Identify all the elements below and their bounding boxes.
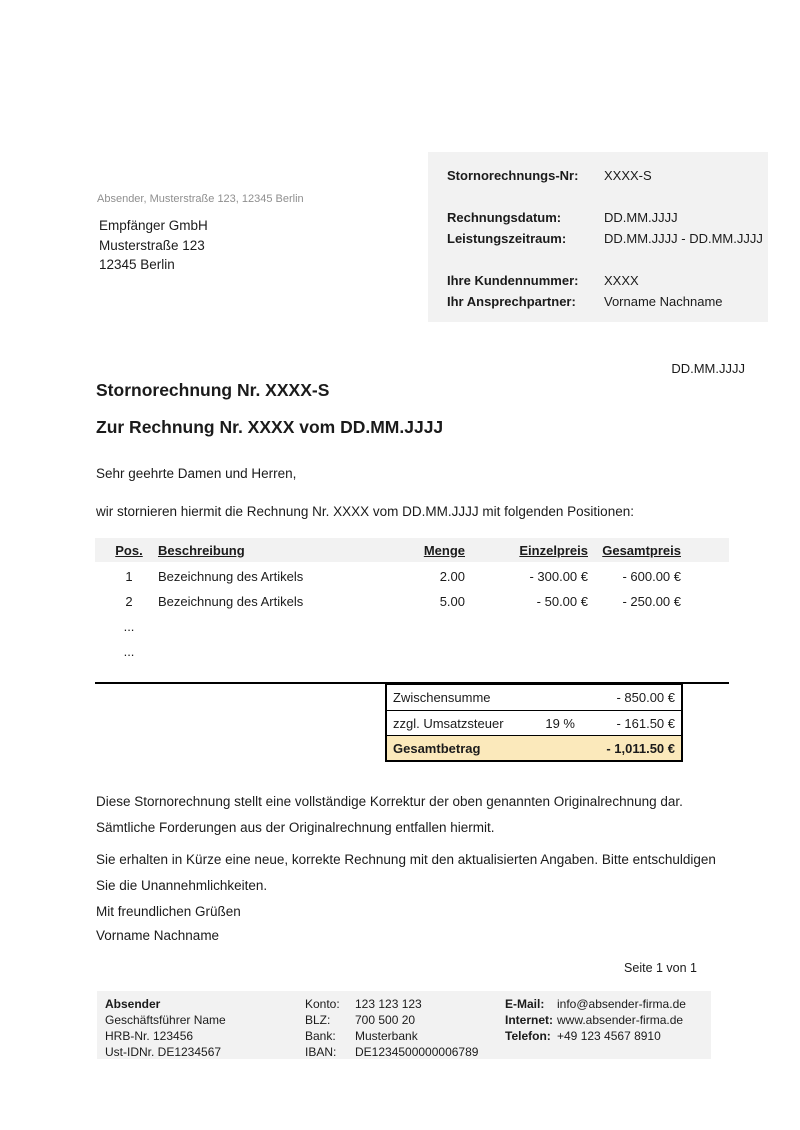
footer-hrb-number: HRB-Nr. 123456 [105,1029,194,1043]
table-row [95,567,729,585]
footer-email-value: info@absender-firma.de [557,997,686,1011]
footer-contact-line [505,1028,711,1044]
cell-unit-price: - 300.00 € [529,568,588,584]
totals-row-grand-total [387,735,681,760]
meta-row-invoice-number [447,165,768,186]
recipient-city: 12345 Berlin [99,257,175,272]
meta-value: XXXX-S [604,168,652,183]
meta-label: Stornorechnungs-Nr: [447,168,579,183]
col-header-description: Beschreibung [158,542,245,558]
footer-company-column [105,996,305,1059]
cell-pos: ... [123,618,135,634]
page-title: Stornorechnung Nr. XXXX-S [96,380,330,400]
footer-contact-label: Telefon: [505,1029,551,1043]
meta-value: Vorname Nachname [604,294,723,309]
totals-row-vat [387,710,681,735]
totals-row-subtotal [387,685,681,710]
cell-quantity: 2.00 [439,568,465,584]
salutation: Sehr geehrte Damen und Herren, [96,466,297,481]
meta-label: Leistungszeitraum: [447,231,567,246]
closing-block [96,900,241,947]
col-header-unit-price: Einzelpreis [519,542,588,558]
totals-value: - 1,011.50 € [606,740,675,756]
meta-row-invoice-date [447,207,768,228]
footer-bank-value: Musterbank [355,1029,418,1043]
signature-name: Vorname Nachname [96,927,220,943]
meta-label: Ihre Kundennummer: [447,273,579,288]
totals-vat-rate: 19 % [545,715,575,731]
footer-website-value: www.absender-firma.de [557,1013,684,1027]
totals-label: zzgl. Umsatzsteuer [393,715,504,731]
totals-value: - 850.00 € [616,690,675,705]
table-header-row [95,538,729,562]
recipient-address [99,216,208,275]
footer-bank-value: DE1234500000006789 [355,1045,479,1059]
footer-managing-director: Geschäftsführer Name [105,1013,226,1027]
footer-bank-line [305,1012,505,1028]
cell-description: Bezeichnung des Artikels [158,593,304,609]
cell-description: Bezeichnung des Artikels [158,568,304,584]
footer-bank-value: 123 123 123 [355,997,422,1011]
invoice-meta-panel [428,152,768,322]
cell-total-price: - 600.00 € [622,568,681,584]
footer-contact-label: Internet: [505,1013,553,1027]
page-subtitle: Zur Rechnung Nr. XXXX vom DD.MM.JJJJ [96,417,444,437]
footer-bank-label: Bank: [305,1029,336,1043]
cell-pos: ... [123,643,135,659]
apology-paragraph: Sie erhalten in Kürze eine neue, korrekte Rechnung mit den aktualisierten Angaben. Bitte entschuldigen Sie die Unannehmlichkeiten. [96,852,716,893]
totals-label: Zwischensumme [393,690,491,705]
page-number: Seite 1 von 1 [624,961,697,975]
col-header-total-price: Gesamtpreis [602,542,681,558]
meta-label: Ihr Ansprechpartner: [447,294,576,309]
footer-bank-label: Konto: [305,997,340,1011]
footer-bank-value: 700 500 20 [355,1013,416,1027]
footer-bank-column [305,996,505,1059]
meta-row-contact-person [447,291,768,312]
meta-row-service-period [447,228,768,249]
meta-label: Rechnungsdatum: [447,210,562,225]
footer-bank-line [305,1028,505,1044]
cell-total-price: - 250.00 € [622,593,681,609]
footer-contact-column [505,996,711,1059]
meta-value: XXXX [604,273,639,288]
correction-paragraph: Diese Stornorechnung stellt eine vollständige Korrektur der oben genannten Originalrechnung dar. Sämtliche Forderungen aus der Originalrechnung entfallen hiermit. [96,794,683,835]
footer-bank-label: BLZ: [305,1013,331,1027]
meta-row-customer-number [447,270,768,291]
table-row [95,592,729,610]
totals-box [385,683,683,762]
footer-contact-label: E-Mail: [505,997,545,1011]
totals-label: Gesamtbetrag [393,740,481,756]
sender-return-address: Absender, Musterstraße 123, 12345 Berlin [97,193,304,205]
col-header-quantity: Menge [423,542,465,558]
meta-value: DD.MM.JJJJ - DD.MM.JJJJ [604,231,763,246]
table-row-ellipsis [95,617,729,635]
intro-text: wir stornieren hiermit die Rechnung Nr. XXXX vom DD.MM.JJJJ mit folgenden Positionen: [96,504,634,519]
footer-bank-line [305,1044,505,1060]
cell-pos: 1 [125,568,133,584]
footer-phone-value: +49 123 4567 8910 [557,1029,661,1043]
footer-contact-line [505,996,711,1012]
cell-quantity: 5.00 [439,593,465,609]
totals-value: - 161.50 € [616,715,675,731]
meta-value: DD.MM.JJJJ [604,210,678,225]
recipient-street: Musterstraße 123 [99,237,205,253]
footer-bank-line [305,996,505,1012]
cell-unit-price: - 50.00 € [536,593,588,609]
cell-pos: 2 [125,593,133,609]
footer-vat-id: Ust-IDNr. DE1234567 [105,1045,222,1059]
closing-greeting: Mit freundlichen Grüßen [96,904,241,919]
footer-panel [97,991,711,1059]
footer-company-name: Absender [105,997,161,1011]
col-header-pos: Pos. [115,542,143,558]
line-items-table [95,538,729,660]
table-row-ellipsis [95,642,729,660]
footer-contact-line [505,1012,711,1028]
recipient-name: Empfänger GmbH [99,218,208,233]
footer-bank-label: IBAN: [305,1045,337,1059]
document-date: DD.MM.JJJJ [671,361,745,376]
